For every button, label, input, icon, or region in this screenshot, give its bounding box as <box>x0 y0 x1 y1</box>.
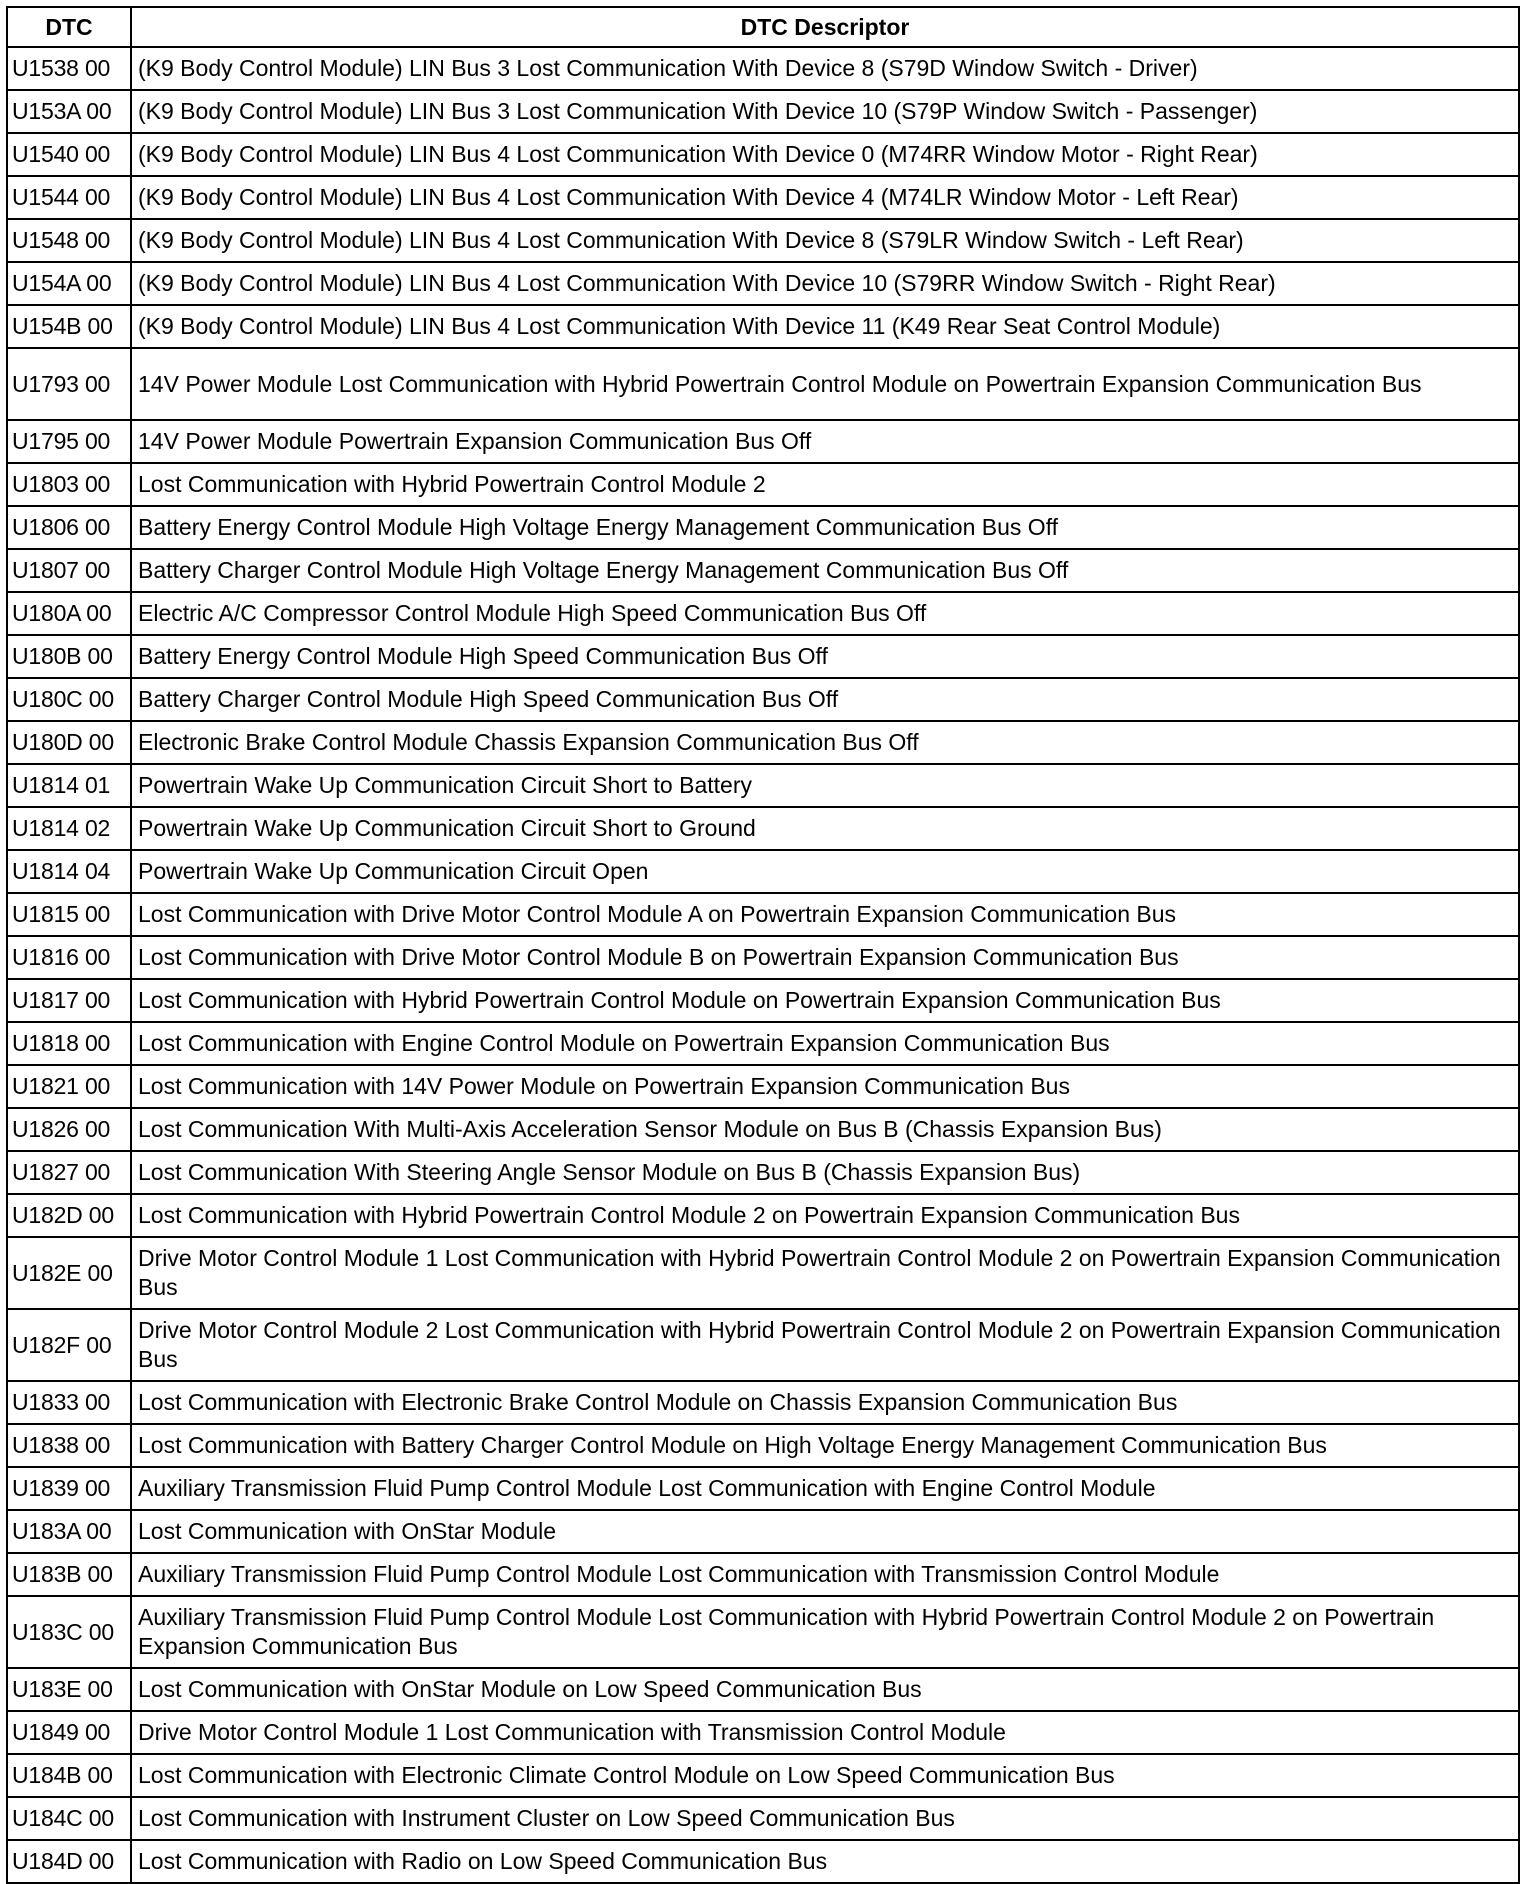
dtc-code-cell: U180C 00 <box>7 678 131 721</box>
table-row <box>7 1754 1519 1797</box>
dtc-descriptor-cell: Battery Charger Control Module High Speed Communication Bus Off <box>131 678 1519 721</box>
table-row <box>7 262 1519 305</box>
dtc-code-cell: U183B 00 <box>7 1553 131 1596</box>
table-row <box>7 979 1519 1022</box>
dtc-descriptor-cell: Lost Communication with 14V Power Module on Powertrain Expansion Communication Bus <box>131 1065 1519 1108</box>
dtc-descriptor-cell: Electric A/C Compressor Control Module High Speed Communication Bus Off <box>131 592 1519 635</box>
dtc-code-cell: U1803 00 <box>7 463 131 506</box>
table-row <box>7 348 1519 420</box>
descriptor-column-header: DTC Descriptor <box>131 7 1519 47</box>
dtc-code-cell: U183E 00 <box>7 1668 131 1711</box>
dtc-code-cell: U1821 00 <box>7 1065 131 1108</box>
dtc-code-cell: U1814 04 <box>7 850 131 893</box>
dtc-descriptor-cell: Lost Communication with Electronic Brake Control Module on Chassis Expansion Communication Bus <box>131 1381 1519 1424</box>
dtc-descriptor-cell: Lost Communication with Drive Motor Control Module B on Powertrain Expansion Communication Bus <box>131 936 1519 979</box>
dtc-code-cell: U182D 00 <box>7 1194 131 1237</box>
dtc-column-header: DTC <box>7 7 131 47</box>
dtc-descriptor-cell: Lost Communication with Instrument Cluster on Low Speed Communication Bus <box>131 1797 1519 1840</box>
table-row <box>7 936 1519 979</box>
table-row <box>7 1309 1519 1381</box>
table-row <box>7 47 1519 90</box>
table-row <box>7 1194 1519 1237</box>
dtc-descriptor-cell: Lost Communication with Electronic Climate Control Module on Low Speed Communication Bus <box>131 1754 1519 1797</box>
dtc-code-cell: U184B 00 <box>7 1754 131 1797</box>
dtc-descriptor-cell: (K9 Body Control Module) LIN Bus 4 Lost Communication With Device 8 (S79LR Window Switch - Left Rear) <box>131 219 1519 262</box>
header-row <box>7 7 1519 47</box>
table-row <box>7 893 1519 936</box>
dtc-code-cell: U1838 00 <box>7 1424 131 1467</box>
dtc-code-cell: U1814 02 <box>7 807 131 850</box>
dtc-descriptor-cell: Powertrain Wake Up Communication Circuit Short to Battery <box>131 764 1519 807</box>
dtc-code-cell: U154A 00 <box>7 262 131 305</box>
dtc-code-cell: U154B 00 <box>7 305 131 348</box>
dtc-descriptor-cell: Electronic Brake Control Module Chassis Expansion Communication Bus Off <box>131 721 1519 764</box>
dtc-code-cell: U1816 00 <box>7 936 131 979</box>
table-row <box>7 1668 1519 1711</box>
dtc-code-cell: U153A 00 <box>7 90 131 133</box>
table-row <box>7 176 1519 219</box>
dtc-code-cell: U180A 00 <box>7 592 131 635</box>
dtc-descriptor-cell: Battery Charger Control Module High Voltage Energy Management Communication Bus Off <box>131 549 1519 592</box>
dtc-code-cell: U183C 00 <box>7 1596 131 1668</box>
dtc-code-cell: U1807 00 <box>7 549 131 592</box>
table-row <box>7 1424 1519 1467</box>
table-row <box>7 1065 1519 1108</box>
table-row <box>7 1467 1519 1510</box>
dtc-code-cell: U182E 00 <box>7 1237 131 1309</box>
dtc-table-header <box>7 7 1519 47</box>
table-row <box>7 133 1519 176</box>
table-row <box>7 219 1519 262</box>
dtc-code-cell: U1538 00 <box>7 47 131 90</box>
table-row <box>7 549 1519 592</box>
table-row <box>7 721 1519 764</box>
dtc-descriptor-cell: Lost Communication with Hybrid Powertrain Control Module on Powertrain Expansion Communication Bus <box>131 979 1519 1022</box>
dtc-code-cell: U1806 00 <box>7 506 131 549</box>
dtc-descriptor-cell: (K9 Body Control Module) LIN Bus 4 Lost Communication With Device 11 (K49 Rear Seat Control Module) <box>131 305 1519 348</box>
table-row <box>7 1108 1519 1151</box>
dtc-code-cell: U184D 00 <box>7 1840 131 1883</box>
dtc-descriptor-cell: Lost Communication with Engine Control Module on Powertrain Expansion Communication Bus <box>131 1022 1519 1065</box>
table-row <box>7 764 1519 807</box>
dtc-code-cell: U1839 00 <box>7 1467 131 1510</box>
dtc-descriptor-cell: (K9 Body Control Module) LIN Bus 4 Lost Communication With Device 10 (S79RR Window Switch - Right Rear) <box>131 262 1519 305</box>
table-row <box>7 1510 1519 1553</box>
table-row <box>7 678 1519 721</box>
dtc-descriptor-cell: Lost Communication with Radio on Low Speed Communication Bus <box>131 1840 1519 1883</box>
dtc-descriptor-cell: (K9 Body Control Module) LIN Bus 4 Lost Communication With Device 4 (M74LR Window Motor - Left Rear) <box>131 176 1519 219</box>
dtc-code-cell: U180B 00 <box>7 635 131 678</box>
dtc-code-cell: U1544 00 <box>7 176 131 219</box>
dtc-descriptor-cell: 14V Power Module Powertrain Expansion Communication Bus Off <box>131 420 1519 463</box>
table-row <box>7 1237 1519 1309</box>
dtc-descriptor-cell: 14V Power Module Lost Communication with Hybrid Powertrain Control Module on Powertrain Expansion Communication Bus <box>131 348 1519 420</box>
table-row <box>7 1553 1519 1596</box>
table-row <box>7 305 1519 348</box>
dtc-descriptor-cell: Lost Communication with OnStar Module <box>131 1510 1519 1553</box>
table-row <box>7 592 1519 635</box>
dtc-code-cell: U1540 00 <box>7 133 131 176</box>
table-row <box>7 1797 1519 1840</box>
dtc-descriptor-cell: Auxiliary Transmission Fluid Pump Control Module Lost Communication with Transmission Control Module <box>131 1553 1519 1596</box>
table-row <box>7 1711 1519 1754</box>
table-row <box>7 1381 1519 1424</box>
dtc-code-cell: U1833 00 <box>7 1381 131 1424</box>
table-row <box>7 1022 1519 1065</box>
dtc-code-cell: U183A 00 <box>7 1510 131 1553</box>
dtc-descriptor-cell: Drive Motor Control Module 2 Lost Communication with Hybrid Powertrain Control Module 2 on Powertrain Expansion Communication Bus <box>131 1309 1519 1381</box>
dtc-descriptor-cell: Lost Communication with Hybrid Powertrain Control Module 2 <box>131 463 1519 506</box>
dtc-code-cell: U1815 00 <box>7 893 131 936</box>
table-row <box>7 635 1519 678</box>
dtc-table-body <box>7 47 1519 1883</box>
table-row <box>7 420 1519 463</box>
dtc-code-cell: U182F 00 <box>7 1309 131 1381</box>
dtc-code-cell: U1814 01 <box>7 764 131 807</box>
table-row <box>7 90 1519 133</box>
table-row <box>7 1151 1519 1194</box>
dtc-code-cell: U1827 00 <box>7 1151 131 1194</box>
dtc-descriptor-cell: Lost Communication with Battery Charger Control Module on High Voltage Energy Management Communication Bus <box>131 1424 1519 1467</box>
dtc-descriptor-cell: Battery Energy Control Module High Speed Communication Bus Off <box>131 635 1519 678</box>
table-row <box>7 807 1519 850</box>
dtc-descriptor-cell: Lost Communication With Multi-Axis Acceleration Sensor Module on Bus B (Chassis Expansion Bus) <box>131 1108 1519 1151</box>
dtc-descriptor-cell: Lost Communication with Drive Motor Control Module A on Powertrain Expansion Communication Bus <box>131 893 1519 936</box>
dtc-code-cell: U1826 00 <box>7 1108 131 1151</box>
table-row <box>7 850 1519 893</box>
dtc-code-cell: U1818 00 <box>7 1022 131 1065</box>
dtc-table <box>6 6 1520 1884</box>
dtc-code-cell: U184C 00 <box>7 1797 131 1840</box>
dtc-code-cell: U1793 00 <box>7 348 131 420</box>
dtc-descriptor-cell: (K9 Body Control Module) LIN Bus 4 Lost Communication With Device 0 (M74RR Window Motor - Right Rear) <box>131 133 1519 176</box>
dtc-descriptor-cell: Auxiliary Transmission Fluid Pump Control Module Lost Communication with Engine Control Module <box>131 1467 1519 1510</box>
dtc-descriptor-cell: (K9 Body Control Module) LIN Bus 3 Lost Communication With Device 10 (S79P Window Switch - Passenger) <box>131 90 1519 133</box>
dtc-descriptor-cell: Lost Communication with OnStar Module on Low Speed Communication Bus <box>131 1668 1519 1711</box>
dtc-descriptor-cell: Lost Communication with Hybrid Powertrain Control Module 2 on Powertrain Expansion Communication Bus <box>131 1194 1519 1237</box>
dtc-descriptor-cell: Drive Motor Control Module 1 Lost Communication with Hybrid Powertrain Control Module 2 on Powertrain Expansion Communication Bus <box>131 1237 1519 1309</box>
dtc-descriptor-cell: Battery Energy Control Module High Voltage Energy Management Communication Bus Off <box>131 506 1519 549</box>
dtc-code-cell: U1849 00 <box>7 1711 131 1754</box>
table-row <box>7 1596 1519 1668</box>
dtc-descriptor-cell: Powertrain Wake Up Communication Circuit Open <box>131 850 1519 893</box>
dtc-code-cell: U1817 00 <box>7 979 131 1022</box>
dtc-code-cell: U1795 00 <box>7 420 131 463</box>
dtc-descriptor-cell: Lost Communication With Steering Angle Sensor Module on Bus B (Chassis Expansion Bus) <box>131 1151 1519 1194</box>
dtc-descriptor-cell: Auxiliary Transmission Fluid Pump Control Module Lost Communication with Hybrid Powertrain Control Module 2 on Powertrain Expansion Communication Bus <box>131 1596 1519 1668</box>
dtc-code-cell: U180D 00 <box>7 721 131 764</box>
dtc-code-cell: U1548 00 <box>7 219 131 262</box>
table-row <box>7 506 1519 549</box>
table-row <box>7 463 1519 506</box>
table-row <box>7 1840 1519 1883</box>
dtc-descriptor-cell: (K9 Body Control Module) LIN Bus 3 Lost Communication With Device 8 (S79D Window Switch - Driver) <box>131 47 1519 90</box>
dtc-descriptor-cell: Powertrain Wake Up Communication Circuit Short to Ground <box>131 807 1519 850</box>
dtc-descriptor-cell: Drive Motor Control Module 1 Lost Communication with Transmission Control Module <box>131 1711 1519 1754</box>
